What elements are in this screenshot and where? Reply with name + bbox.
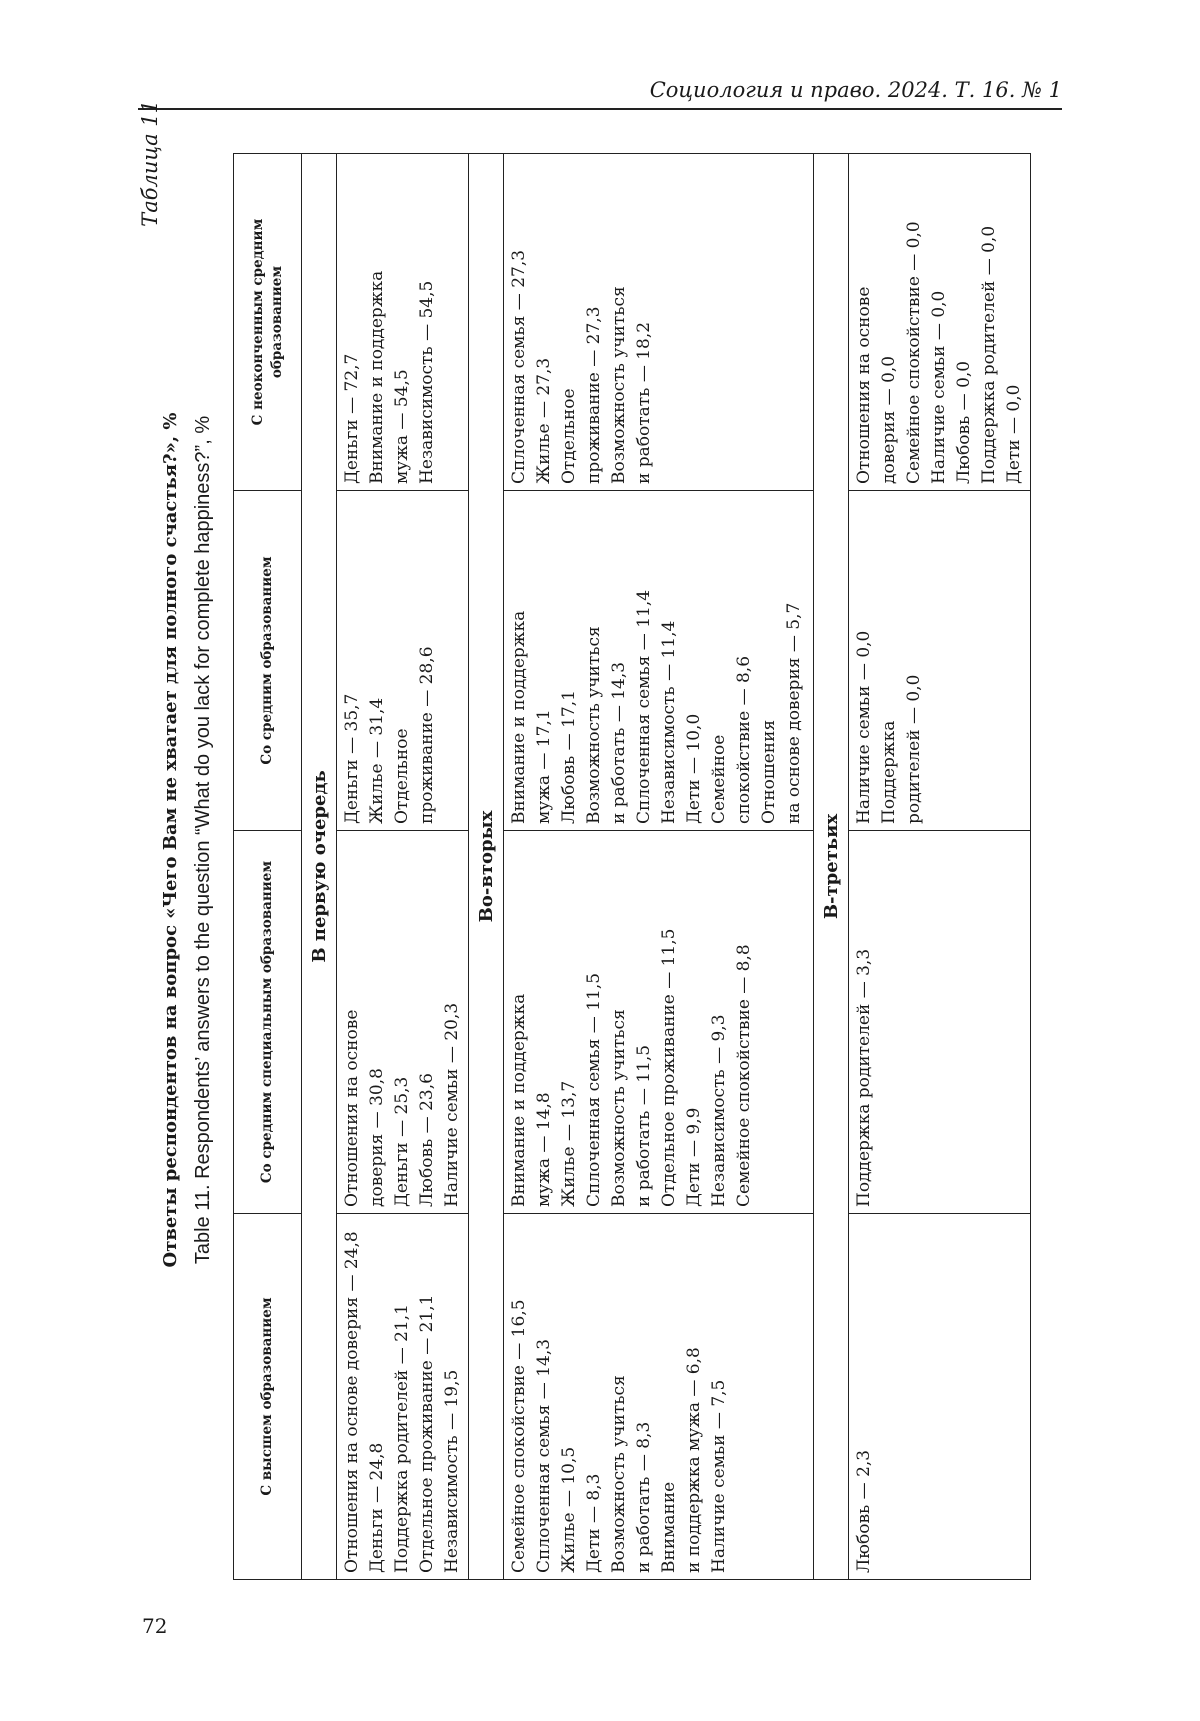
- section-title: В-третьих: [814, 154, 849, 1580]
- table-caption-ru: Ответы респондентов на вопрос «Чего Вам не хватает для полного счастья?», %: [160, 412, 181, 1268]
- section-title: В первую очередь: [302, 154, 337, 1580]
- table-cell: Отношения на основе доверия — 24,8 Деньги — 24,8 Поддержка родителей — 21,1 Отдельное проживание — 21,1 Независимость — 19,5: [337, 1214, 469, 1580]
- table-cell: Внимание и поддержка мужа — 17,1 Любовь — 17,1 Возможность учиться и работать — 14,3 Сплоченная семья — 11,4 Независимость — 11,4 Дети — 10,0 Семейное спокойствие — 8,6 Отношения на основе доверия — 5,7: [504, 491, 814, 831]
- table-cell: Внимание и поддержка мужа — 14,8 Жилье — 13,7 Сплоченная семья — 11,5 Возможность учиться и работать — 11,5 Отдельное проживание — 11,5 Дети — 9,9 Независимость — 9,3 Семейное спокойствие — 8,8: [504, 831, 814, 1214]
- table-row: [504, 154, 814, 1580]
- section-row-second: [469, 154, 504, 1580]
- table-caption-en: Table 11. Respondents’ answers to the question “What do you lack for complete happiness?”, %: [192, 415, 214, 1265]
- table-cell: Отношения на основе доверия — 0,0 Семейное спокойствие — 0,0 Наличие семьи — 0,0 Любовь — 0,0 Поддержка родителей — 0,0 Дети — 0,0: [849, 154, 1031, 491]
- page-number: 72: [142, 1614, 168, 1638]
- table-cell: Наличие семьи — 0,0 Поддержка родителей — 0,0: [849, 491, 1031, 831]
- table-cell: Деньги — 72,7 Внимание и поддержка мужа — 54,5 Независимость — 54,5: [337, 154, 469, 491]
- column-header-higher-education: С высшем образованием: [234, 1214, 302, 1580]
- column-header-incomplete-secondary: С неоконченным средним образованием: [234, 154, 302, 491]
- table-cell: Любовь — 2,3: [849, 1214, 1031, 1580]
- table-cell: Поддержка родителей — 3,3: [849, 831, 1031, 1214]
- happiness-table: [233, 153, 1031, 1580]
- rotated-table-block: [0, 100, 1024, 1580]
- column-header-specialized-secondary: Со средним специальным образованием: [234, 831, 302, 1214]
- column-header-secondary: Со средним образованием: [234, 491, 302, 831]
- section-row-first: [302, 154, 337, 1580]
- table-cell: Отношения на основе доверия — 30,8 Деньги — 25,3 Любовь — 23,6 Наличие семьи — 20,3: [337, 831, 469, 1214]
- table-row: [337, 154, 469, 1580]
- table-cell: Деньги — 35,7 Жилье — 31,4 Отдельное проживание — 28,6: [337, 491, 469, 831]
- table-cell: Сплоченная семья — 27,3 Жилье — 27,3 Отдельное проживание — 27,3 Возможность учиться и работать — 18,2: [504, 154, 814, 491]
- table-label: Таблица 11: [138, 100, 162, 227]
- table-header-row: [234, 154, 302, 1580]
- table-cell: Семейное спокойствие — 16,5 Сплоченная семья — 14,3 Жилье — 10,5 Дети — 8,3 Возможность учиться и работать — 8,3 Внимание и поддержка мужа — 6,8 Наличие семьи — 7,5: [504, 1214, 814, 1580]
- table-row: [849, 154, 1031, 1580]
- journal-header: Социология и право. 2024. Т. 16. № 1: [649, 78, 1062, 102]
- section-title: Во-вторых: [469, 154, 504, 1580]
- section-row-third: [814, 154, 849, 1580]
